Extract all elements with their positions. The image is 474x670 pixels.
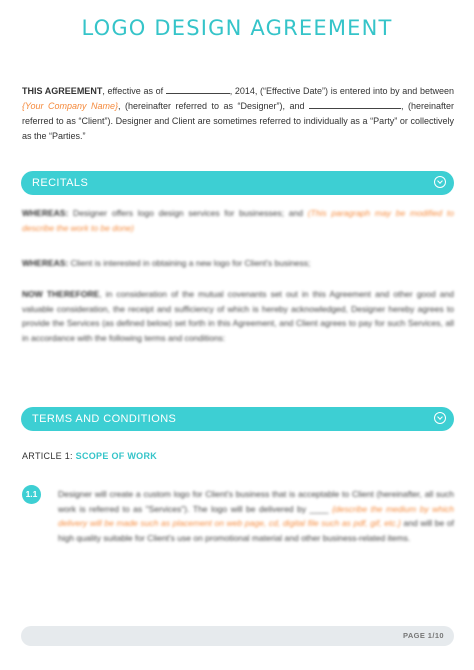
clause-note: {describe the medium by which delivery will be made such as placement on web page, cd, digital file such as pdf, gif, etc.} xyxy=(58,503,454,528)
company-name-placeholder[interactable]: {Your Company Name} xyxy=(22,101,119,111)
recital-3-text: , in consideration of the mutual covenants set out in this Agreement and other good and valuable consideration, the receipt and sufficiency of which is hereby acknowledged, Designer hereby agrees to provide the Services (as defined below) set forth in this Agreement, and Client agrees to pay for such Services, all in accordance with the following terms and conditions: xyxy=(22,289,454,343)
recital-3 xyxy=(22,287,454,345)
clause-number-badge: 1.1 xyxy=(22,485,41,504)
footer-bar xyxy=(21,626,454,646)
document-title: LOGO DESIGN AGREEMENT xyxy=(81,16,393,40)
recitals-label: RECITALS xyxy=(32,177,89,189)
collapse-chevron-icon[interactable] xyxy=(434,412,446,424)
clause-text-2: and will be of high quality suitable for Client's use on promotional material and other business-related items. xyxy=(58,518,454,543)
intro-text-1: , effective as of xyxy=(102,86,166,96)
clause-1-1 xyxy=(58,487,454,545)
recital-2-text: Client is interested in obtaining a new logo for Client's business; xyxy=(68,258,311,268)
intro-text-4: , (hereinafter referred to as “Client”). Designer and Client are sometimes referred to individually as a “Party” or collectively as the “Parties.” xyxy=(22,101,455,141)
effective-date-blank[interactable] xyxy=(166,84,230,94)
terms-section-header[interactable] xyxy=(21,407,454,431)
article-heading xyxy=(22,451,157,461)
recitals-section-header[interactable] xyxy=(21,171,454,195)
client-name-blank[interactable] xyxy=(309,99,401,109)
recital-1-note: (This paragraph may be modified to describe the work to be done) xyxy=(22,208,454,233)
clause-text-1: Designer will create a custom logo for Client's business that is acceptable to Client (hereinafter, all such work is referred to as "Services"). The logo will be delivered by ____ xyxy=(58,489,454,514)
intro-lead: THIS AGREEMENT xyxy=(22,86,103,96)
recital-1-lead: WHEREAS: xyxy=(22,208,69,218)
intro-paragraph xyxy=(22,84,454,144)
collapse-chevron-icon[interactable] xyxy=(434,176,446,188)
recital-2 xyxy=(22,256,454,271)
recital-3-lead: NOW THEREFORE xyxy=(22,289,100,299)
terms-label: TERMS AND CONDITIONS xyxy=(32,413,177,425)
article-title: SCOPE OF WORK xyxy=(75,451,158,461)
article-label: ARTICLE 1: xyxy=(22,451,76,461)
page-number: PAGE 1/10 xyxy=(403,631,444,640)
intro-text-2: , 2014, (“Effective Date”) is entered into by and between xyxy=(229,86,454,96)
intro-text-3: , (hereinafter referred to as “Designer”), and xyxy=(118,101,309,111)
recital-2-lead: WHEREAS: xyxy=(22,258,69,268)
recital-1 xyxy=(22,206,454,235)
recital-1-text: Designer offers logo design services for businesses; and xyxy=(68,208,308,218)
